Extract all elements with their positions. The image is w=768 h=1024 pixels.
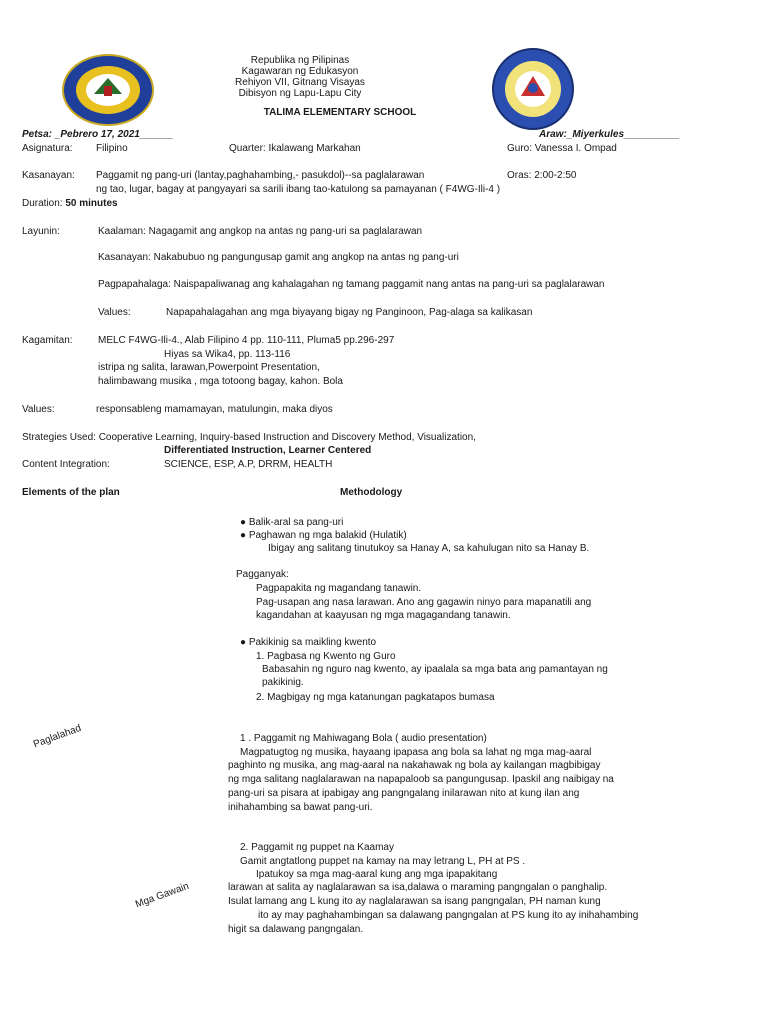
kagamitan-line4: halimbawang musika , mga totoong bagay, kahon. Bola bbox=[98, 376, 343, 387]
kagamitan-line1: MELC F4WG-Ili-4., Alab Filipino 4 pp. 110-111, Pluma5 pp.296-297 bbox=[98, 335, 395, 346]
method-puppet-1: 2. Paggamit ng puppet na Kaamay bbox=[240, 842, 394, 853]
duration bbox=[22, 198, 118, 210]
oras: Oras: 2:00-2:50 bbox=[507, 170, 577, 181]
header-dibisyon: Dibisyon ng Lapu-Lapu City bbox=[238, 88, 362, 99]
method-bola-5: pang-uri sa pisara at ipabigay ang pangngalang inilarawan nito at kung ilan ang bbox=[228, 788, 580, 799]
values-text: responsableng mamamayan, matulungin, maka diyos bbox=[96, 404, 333, 415]
method-paghawan-sub: Ibigay ang salitang tinutukoy sa Hanay A, sa kahulugan nito sa Hanay B. bbox=[268, 543, 590, 554]
strategies-line1: Strategies Used: Cooperative Learning, Inquiry-based Instruction and Discovery Method, Visualization, bbox=[22, 432, 476, 443]
kagamitan-label: Kagamitan: bbox=[22, 335, 73, 346]
method-paghawan: ● Paghawan ng mga balakid (Hulatik) bbox=[240, 530, 407, 541]
method-pagganyak-2: Pag-usapan ang nasa larawan. Ano ang gagawin ninyo para mapanatili ang bbox=[256, 597, 592, 608]
layunin-kasanayan: Kasanayan: Nakabubuo ng pangungusap gamit ang angkop na antas ng pang-uri bbox=[98, 252, 459, 263]
method-kwento-1: 1. Pagbasa ng Kwento ng Guro bbox=[256, 651, 396, 662]
method-kwento-3: pakikinig. bbox=[262, 677, 304, 688]
values-label: Values: bbox=[22, 404, 55, 415]
methodology-header: Methodology bbox=[340, 487, 403, 498]
content-integration-value: SCIENCE, ESP, A.P, DRRM, HEALTH bbox=[164, 459, 333, 470]
asignatura-value: Filipino bbox=[96, 143, 128, 154]
side-label-mga-gawain: Mga Gawain bbox=[134, 880, 191, 911]
method-puppet-4: larawan at salita ay naglalarawan sa isa,dalawa o maraming pangngalan o panghalip. bbox=[228, 882, 608, 893]
header-kagawaran: Kagawaran ng Edukasyon bbox=[241, 66, 359, 77]
kagamitan-line3: istripa ng salita, larawan,Powerpoint Presentation, bbox=[98, 362, 320, 373]
layunin-values-text: Napapahalagahan ang mga biyayang bigay ng Panginoon, Pag-alaga sa kalikasan bbox=[166, 307, 533, 318]
duration-value: 50 minutes bbox=[65, 198, 118, 209]
kasanayan-label: Kasanayan: bbox=[22, 170, 75, 181]
elements-of-plan-header: Elements of the plan bbox=[22, 487, 120, 498]
method-pagganyak-3: kagandahan at kaayusan ng mga magagandang tanawin. bbox=[256, 610, 511, 621]
school-name: TALIMA ELEMENTARY SCHOOL bbox=[263, 107, 417, 118]
header-republika: Republika ng Pilipinas bbox=[250, 55, 350, 66]
layunin-values-label: Values: bbox=[98, 307, 131, 318]
layunin-label: Layunin: bbox=[22, 226, 60, 237]
method-bola-6: inihahambing sa bawat pang-uri. bbox=[228, 802, 373, 813]
deped-seal-emblem bbox=[494, 50, 572, 128]
method-kwento-4: 2. Magbigay ng mga katanungan pagkatapos bumasa bbox=[256, 692, 495, 703]
layunin-kaalaman: Kaalaman: Nagagamit ang angkop na antas ng pang-uri sa paglalarawan bbox=[98, 226, 423, 237]
side-label-paglalahad: Paglalahad bbox=[32, 722, 83, 751]
araw: Araw:_Miyerkules__________ bbox=[539, 129, 680, 140]
quarter: Quarter: Ikalawang Markahan bbox=[229, 143, 361, 154]
division-seal-emblem bbox=[64, 56, 152, 124]
method-kwento-2: Babasahin ng nguro nag kwento, ay ipaalala sa mga bata ang pamantayan ng bbox=[262, 664, 608, 675]
kagamitan-line2: Hiyas sa Wika4, pp. 113-116 bbox=[164, 349, 291, 360]
asignatura-label: Asignatura: bbox=[22, 143, 73, 154]
strategies-line2: Differentiated Instruction, Learner Centered bbox=[164, 445, 372, 456]
deped-seal-logo bbox=[492, 48, 574, 130]
guro: Guro: Vanessa I. Ompad bbox=[507, 143, 617, 154]
division-seal-logo bbox=[62, 54, 154, 126]
method-puppet-7: higit sa dalawang pangngalan. bbox=[228, 924, 364, 935]
method-bola-3: paghinto ng musika, ang mag-aaral na nakahawak ng bola ay kailangan magbibigay bbox=[228, 760, 601, 771]
content-integration-label: Content Integration: bbox=[22, 459, 110, 470]
method-puppet-6: ito ay may paghahambingan sa dalawang pangngalan at PS kung ito ay inihahambing bbox=[258, 910, 639, 921]
header-rehiyon: Rehiyon VII, Gitnang Visayas bbox=[235, 77, 365, 88]
method-pakikinig: ● Pakikinig sa maikling kwento bbox=[240, 637, 377, 648]
petsa: Petsa: _Pebrero 17, 2021______ bbox=[22, 129, 174, 140]
method-bola-4: ng mga salitang naglalarawan na napapaloob sa pangungusap. Ipaskil ang naibigay na bbox=[228, 774, 614, 785]
kasanayan-line2: ng tao, lugar, bagay at pangyayari sa sarili ibang tao-katulong sa pamayanan ( F4WG-Ili-4 ) bbox=[96, 184, 501, 195]
method-balik-aral: ● Balik-aral sa pang-uri bbox=[240, 517, 344, 528]
method-puppet-5: Isulat lamang ang L kung ito ay naglalarawan sa isang pangngalan, PH naman kung bbox=[228, 896, 601, 907]
method-bola-2: Magpatugtog ng musika, hayaang ipapasa ang bola sa lahat ng mga mag-aaral bbox=[240, 747, 592, 758]
method-bola-1: 1 . Paggamit ng Mahiwagang Bola ( audio presentation) bbox=[240, 733, 487, 744]
duration-label: Duration: bbox=[22, 198, 66, 209]
method-pagganyak-1: Pagpapakita ng magandang tanawin. bbox=[256, 583, 422, 594]
method-puppet-2: Gamit angtatlong puppet na kamay na may letrang L, PH at PS . bbox=[240, 856, 526, 867]
layunin-pagpapahalaga: Pagpapahalaga: Naispapaliwanag ang kahalagahan ng tamang paggamit nang antas na pang-uri sa paglalarawan bbox=[98, 279, 605, 290]
method-puppet-3: Ipatukoy sa mga mag-aaral kung ang mga ipapakitang bbox=[256, 869, 498, 880]
kasanayan-line1: Paggamit ng pang-uri (lantay,paghahambing,- pasukdol)--sa paglalarawan bbox=[96, 170, 425, 181]
method-pagganyak: Pagganyak: bbox=[236, 569, 289, 580]
